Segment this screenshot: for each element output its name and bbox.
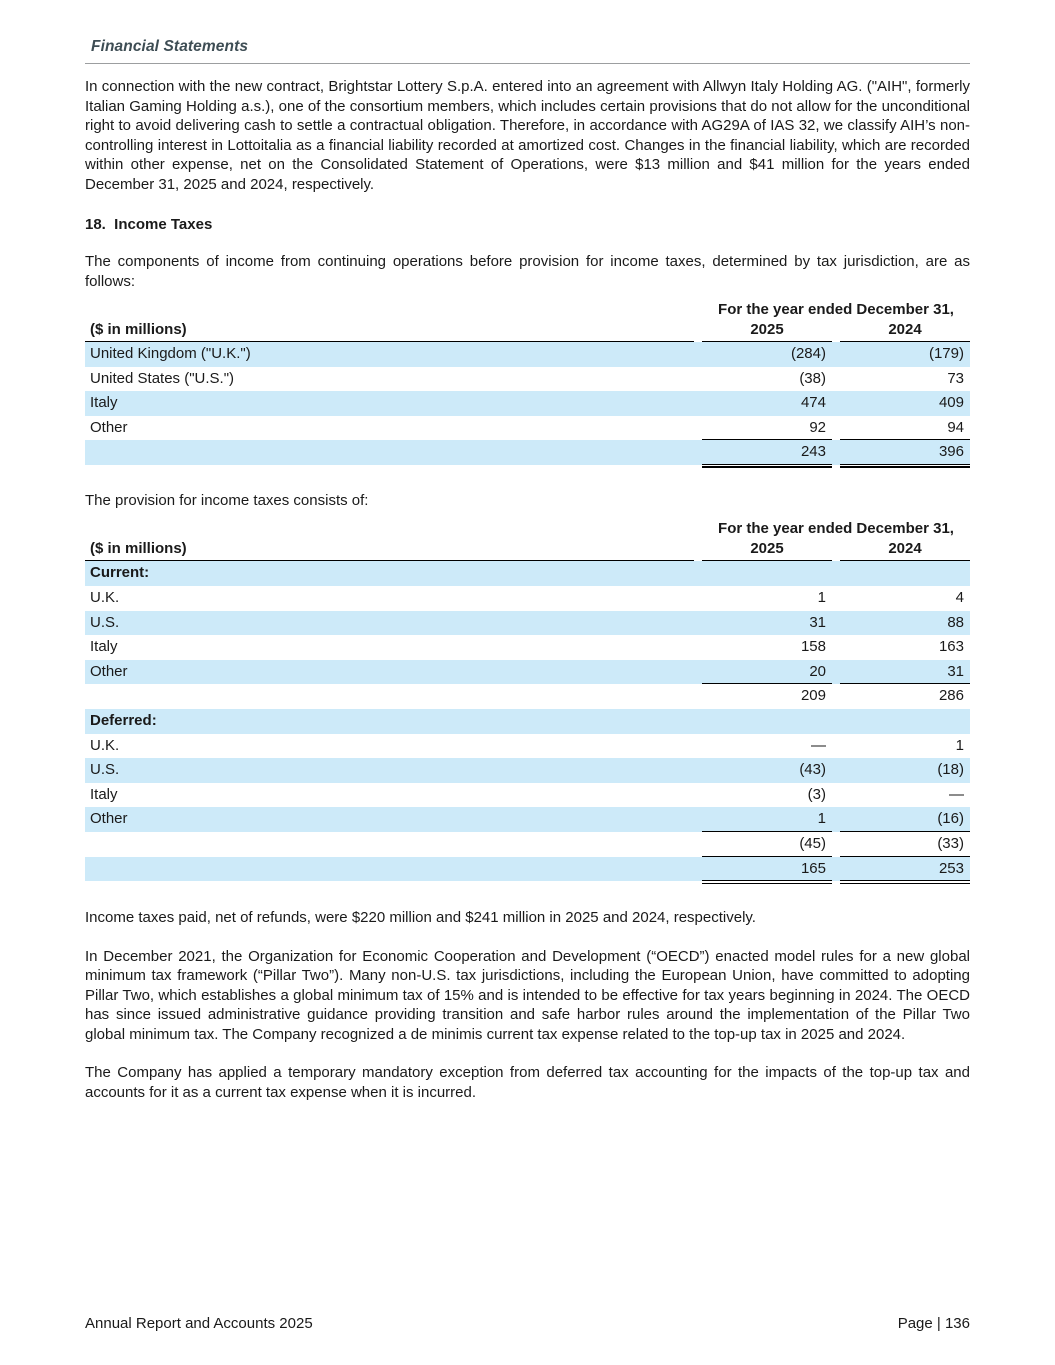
value-2025: 1 — [702, 807, 832, 832]
value-2025: 1 — [817, 589, 826, 607]
provision-for-income-taxes-table — [85, 519, 970, 881]
table-row — [85, 807, 970, 832]
total-2024: 396 — [840, 440, 970, 465]
table-row — [85, 342, 970, 367]
column-header-2024: 2024 — [840, 539, 970, 561]
row-label — [85, 684, 694, 709]
value-2024: — — [949, 785, 964, 803]
value-2025 — [702, 709, 832, 734]
table-total-row — [85, 440, 970, 465]
table-row — [85, 416, 970, 441]
table-row — [85, 367, 970, 392]
value-2024: 94 — [840, 416, 970, 441]
value-2024: 163 — [938, 638, 964, 656]
column-header-2025: 2025 — [702, 539, 832, 561]
section-heading-income-taxes: 18. Income Taxes — [85, 216, 213, 233]
row-label: Other — [90, 662, 128, 680]
row-label: Other — [90, 418, 128, 436]
table-row — [85, 635, 970, 660]
row-label — [85, 440, 694, 465]
value-2025 — [702, 561, 832, 586]
value-2024: 1 — [955, 736, 964, 754]
value-2024: 73 — [947, 369, 964, 387]
value-2024: 409 — [938, 394, 964, 412]
column-header-2024: 2024 — [840, 320, 970, 342]
table-subtotal-row — [85, 684, 970, 709]
value-2024 — [840, 561, 970, 586]
unit-label: ($ in millions) — [85, 320, 694, 342]
table-section-row-deferred — [85, 709, 970, 734]
value-2024: 31 — [840, 660, 970, 685]
paragraph-contract: In connection with the new contract, Brightstar Lottery S.p.A. entered into an agreement with Allwyn Italy Holding AG. ("AIH", formerly Italian Gaming Holding a.s.), one of the consortium members, which includes certain provisions that do not allow for the unconditional right to avoid delivering cash to settle a contractual obligation. Therefore, in accordance with AG29A of IAS 32, we classify AIH’s non-controlling interest in Lottoitalia as a financial liability recorded at amortized cost. Changes in the financial liability, which are recorded within other expense, net on the Consolidated Statement of Operations, were $13 million and $41 million for the years ended December 31, 2025 and 2024, respectively. — [85, 78, 970, 193]
value-2024: 88 — [947, 613, 964, 631]
row-label — [85, 857, 694, 882]
value-2025: (43) — [799, 761, 826, 779]
value-2025: — — [811, 736, 826, 754]
value-2024 — [840, 709, 970, 734]
section-label: Current: — [90, 564, 150, 582]
value-2024: (179) — [928, 345, 964, 362]
row-label: U.S. — [90, 761, 120, 779]
footer-page-number: Page | 136 — [897, 1315, 970, 1332]
row-label: U.S. — [90, 613, 120, 631]
table-column-header-row — [85, 320, 970, 342]
row-label: Italy — [90, 394, 118, 412]
value-2025: 158 — [800, 638, 826, 656]
value-2024: (16) — [840, 807, 970, 832]
period-header: For the year ended December 31, — [718, 301, 954, 318]
value-2025: 474 — [800, 394, 826, 412]
total-2025: 165 — [702, 857, 832, 882]
page-title: Financial Statements — [91, 38, 249, 55]
table-row — [85, 758, 970, 783]
table-head-spacer — [85, 300, 694, 320]
value-2024: (18) — [937, 761, 964, 779]
row-label: U.K. — [90, 736, 120, 754]
value-2025: (38) — [799, 369, 826, 387]
table-period-header-row — [85, 300, 970, 320]
table-row — [85, 391, 970, 416]
row-label: U.K. — [90, 589, 120, 607]
table-total-row — [85, 857, 970, 882]
section-label: Deferred: — [90, 712, 157, 730]
paragraph-taxes-paid: Income taxes paid, net of refunds, were $220 million and $241 million in 2025 and 2024, respectively. — [85, 909, 756, 927]
value-2025: 92 — [702, 416, 832, 441]
subtotal-2024: 286 — [938, 687, 964, 705]
subtotal-2025: 209 — [800, 687, 826, 705]
paragraph-components-intro: The components of income from continuing operations before provision for income taxes, determined by tax jurisdiction, are as follows: — [85, 253, 970, 290]
row-label: United Kingdom ("U.K.") — [90, 345, 251, 362]
table-period-header-row — [85, 519, 970, 539]
total-2024: 253 — [840, 857, 970, 882]
table-row — [85, 611, 970, 636]
value-2025: (3) — [807, 785, 826, 803]
value-2025: 20 — [702, 660, 832, 685]
total-2025: 243 — [702, 440, 832, 465]
row-label: Italy — [90, 638, 118, 656]
value-2024: 4 — [955, 589, 964, 607]
table-row — [85, 586, 970, 611]
subtotal-2025: (45) — [702, 832, 832, 857]
row-label: Italy — [90, 785, 118, 803]
table-row — [85, 660, 970, 685]
period-header: For the year ended December 31, — [718, 520, 954, 538]
income-before-taxes-table — [85, 300, 970, 465]
row-label: United States ("U.S.") — [90, 369, 235, 387]
value-2025: (284) — [790, 345, 826, 362]
column-header-2025: 2025 — [702, 320, 832, 342]
unit-label: ($ in millions) — [85, 539, 694, 561]
page-footer — [85, 1315, 970, 1332]
paragraph-pillar-two: In December 2021, the Organization for Economic Cooperation and Development (“OECD”) enacted model rules for a new global minimum tax framework (“Pillar Two”). Many non-U.S. tax jurisdictions, including the European Union, have committed to adopting Pillar Two, which establishes a global minimum tax of 15% and is intended to be effective for tax years beginning in 2024. The OECD has since issued administrative guidance providing transition and safe harbor rules around the implementation of the Pillar Two global minimum tax. The Company recognized a de minimis current tax expense related to the top-up tax in 2025 and 2024. — [85, 947, 970, 1043]
table-section-row-current — [85, 561, 970, 586]
row-label: Other — [90, 810, 128, 828]
value-2025: 31 — [809, 613, 826, 631]
footer-report-title: Annual Report and Accounts 2025 — [85, 1315, 313, 1332]
subtotal-2024: (33) — [840, 832, 970, 857]
table-row — [85, 734, 970, 759]
row-label — [85, 832, 694, 857]
paragraph-provision-intro: The provision for income taxes consists of: — [85, 491, 369, 509]
table-head-spacer — [85, 519, 694, 539]
table-subtotal-row — [85, 832, 970, 857]
header-divider — [85, 63, 970, 64]
table-column-header-row — [85, 539, 970, 561]
paragraph-exception: The Company has applied a temporary mandatory exception from deferred tax accounting for the impacts of the top-up tax and accounts for it as a current tax expense when it is incurred. — [85, 1064, 970, 1101]
table-row — [85, 783, 970, 808]
